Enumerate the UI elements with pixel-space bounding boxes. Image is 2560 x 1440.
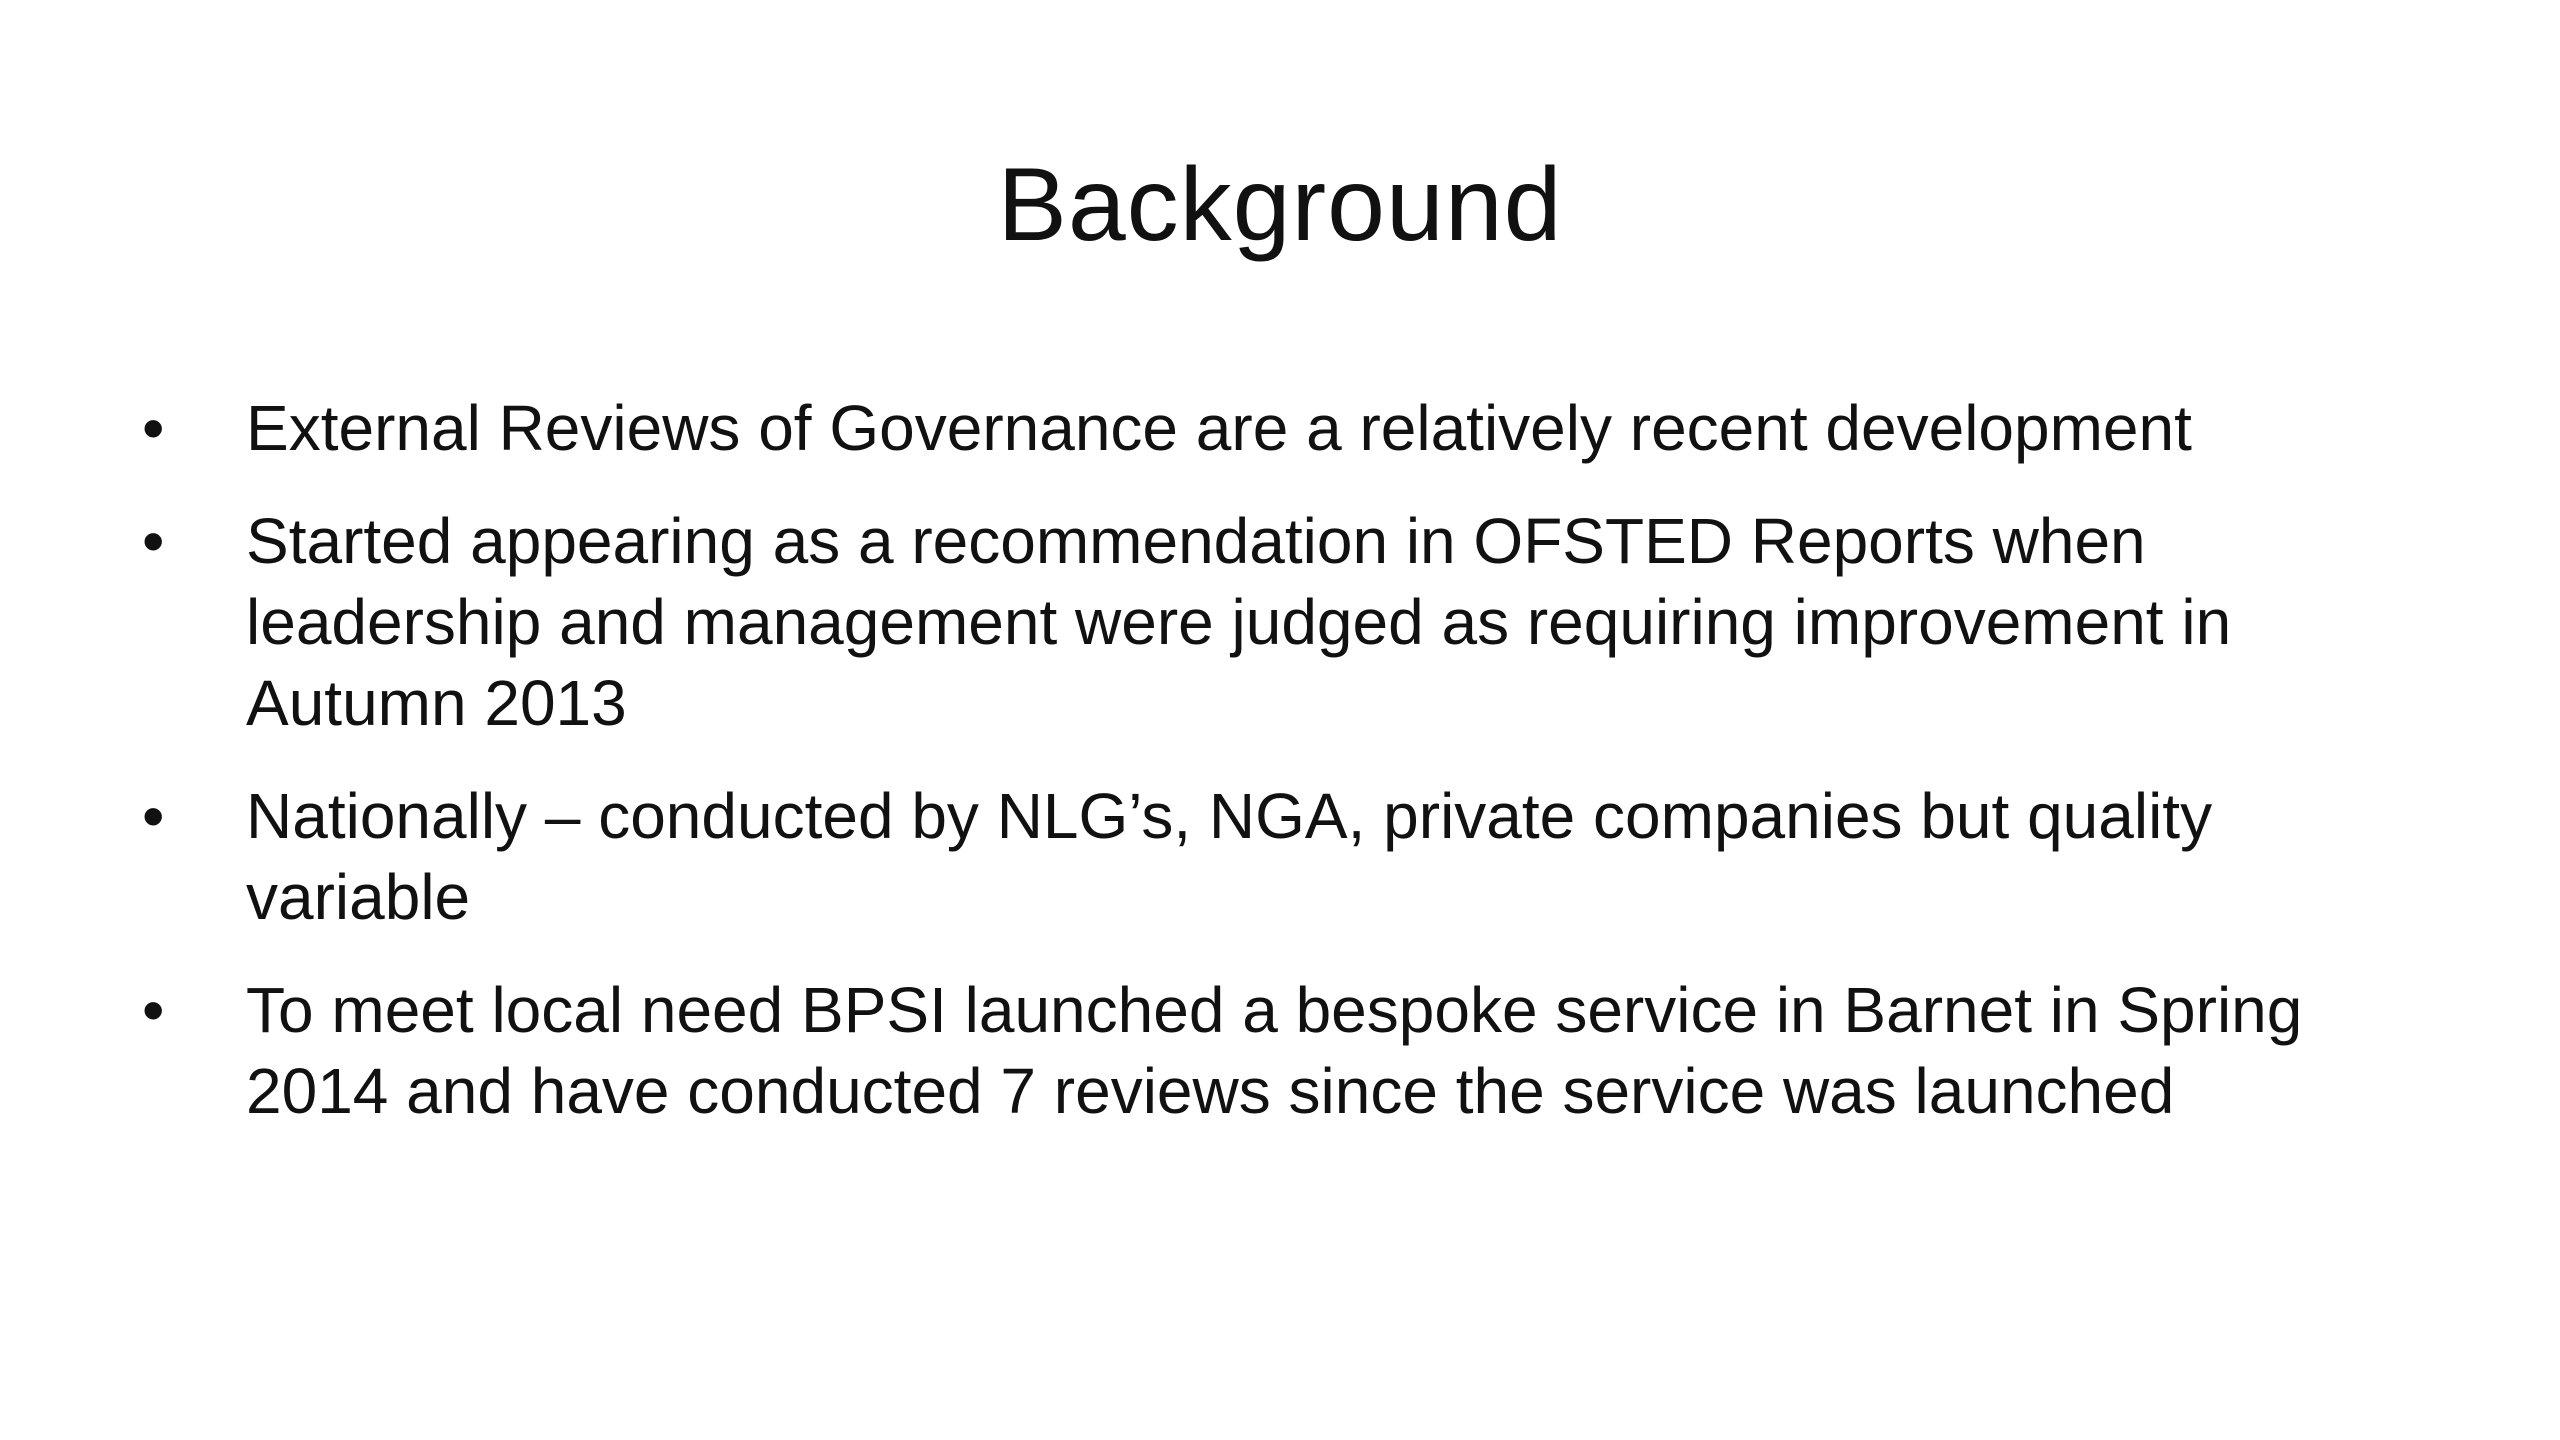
bullet-text: Nationally – conducted by NLG’s, NGA, private companies but quality variable xyxy=(246,780,2213,933)
bullet-item xyxy=(142,776,2396,938)
bullet-dot-icon: • xyxy=(142,392,165,464)
bullet-text: To meet local need BPSI launched a bespoke service in Barnet in Spring 2014 and have conducted 7 reviews since the service was launched xyxy=(246,974,2303,1127)
slide-title: Background xyxy=(997,147,1563,263)
bullet-item xyxy=(142,388,2396,469)
bullet-dot-icon: • xyxy=(142,974,165,1046)
bullet-dot-icon: • xyxy=(142,505,165,577)
bullet-text: Started appearing as a recommendation in OFSTED Reports when leadership and management were judged as requiring improvement in Autumn 2013 xyxy=(246,505,2232,739)
bullet-dot-icon: • xyxy=(142,780,165,852)
bullet-text: External Reviews of Governance are a relatively recent development xyxy=(246,392,2192,464)
bullet-item xyxy=(142,970,2396,1132)
bullet-item xyxy=(142,501,2396,744)
bullet-list xyxy=(142,388,2396,1164)
